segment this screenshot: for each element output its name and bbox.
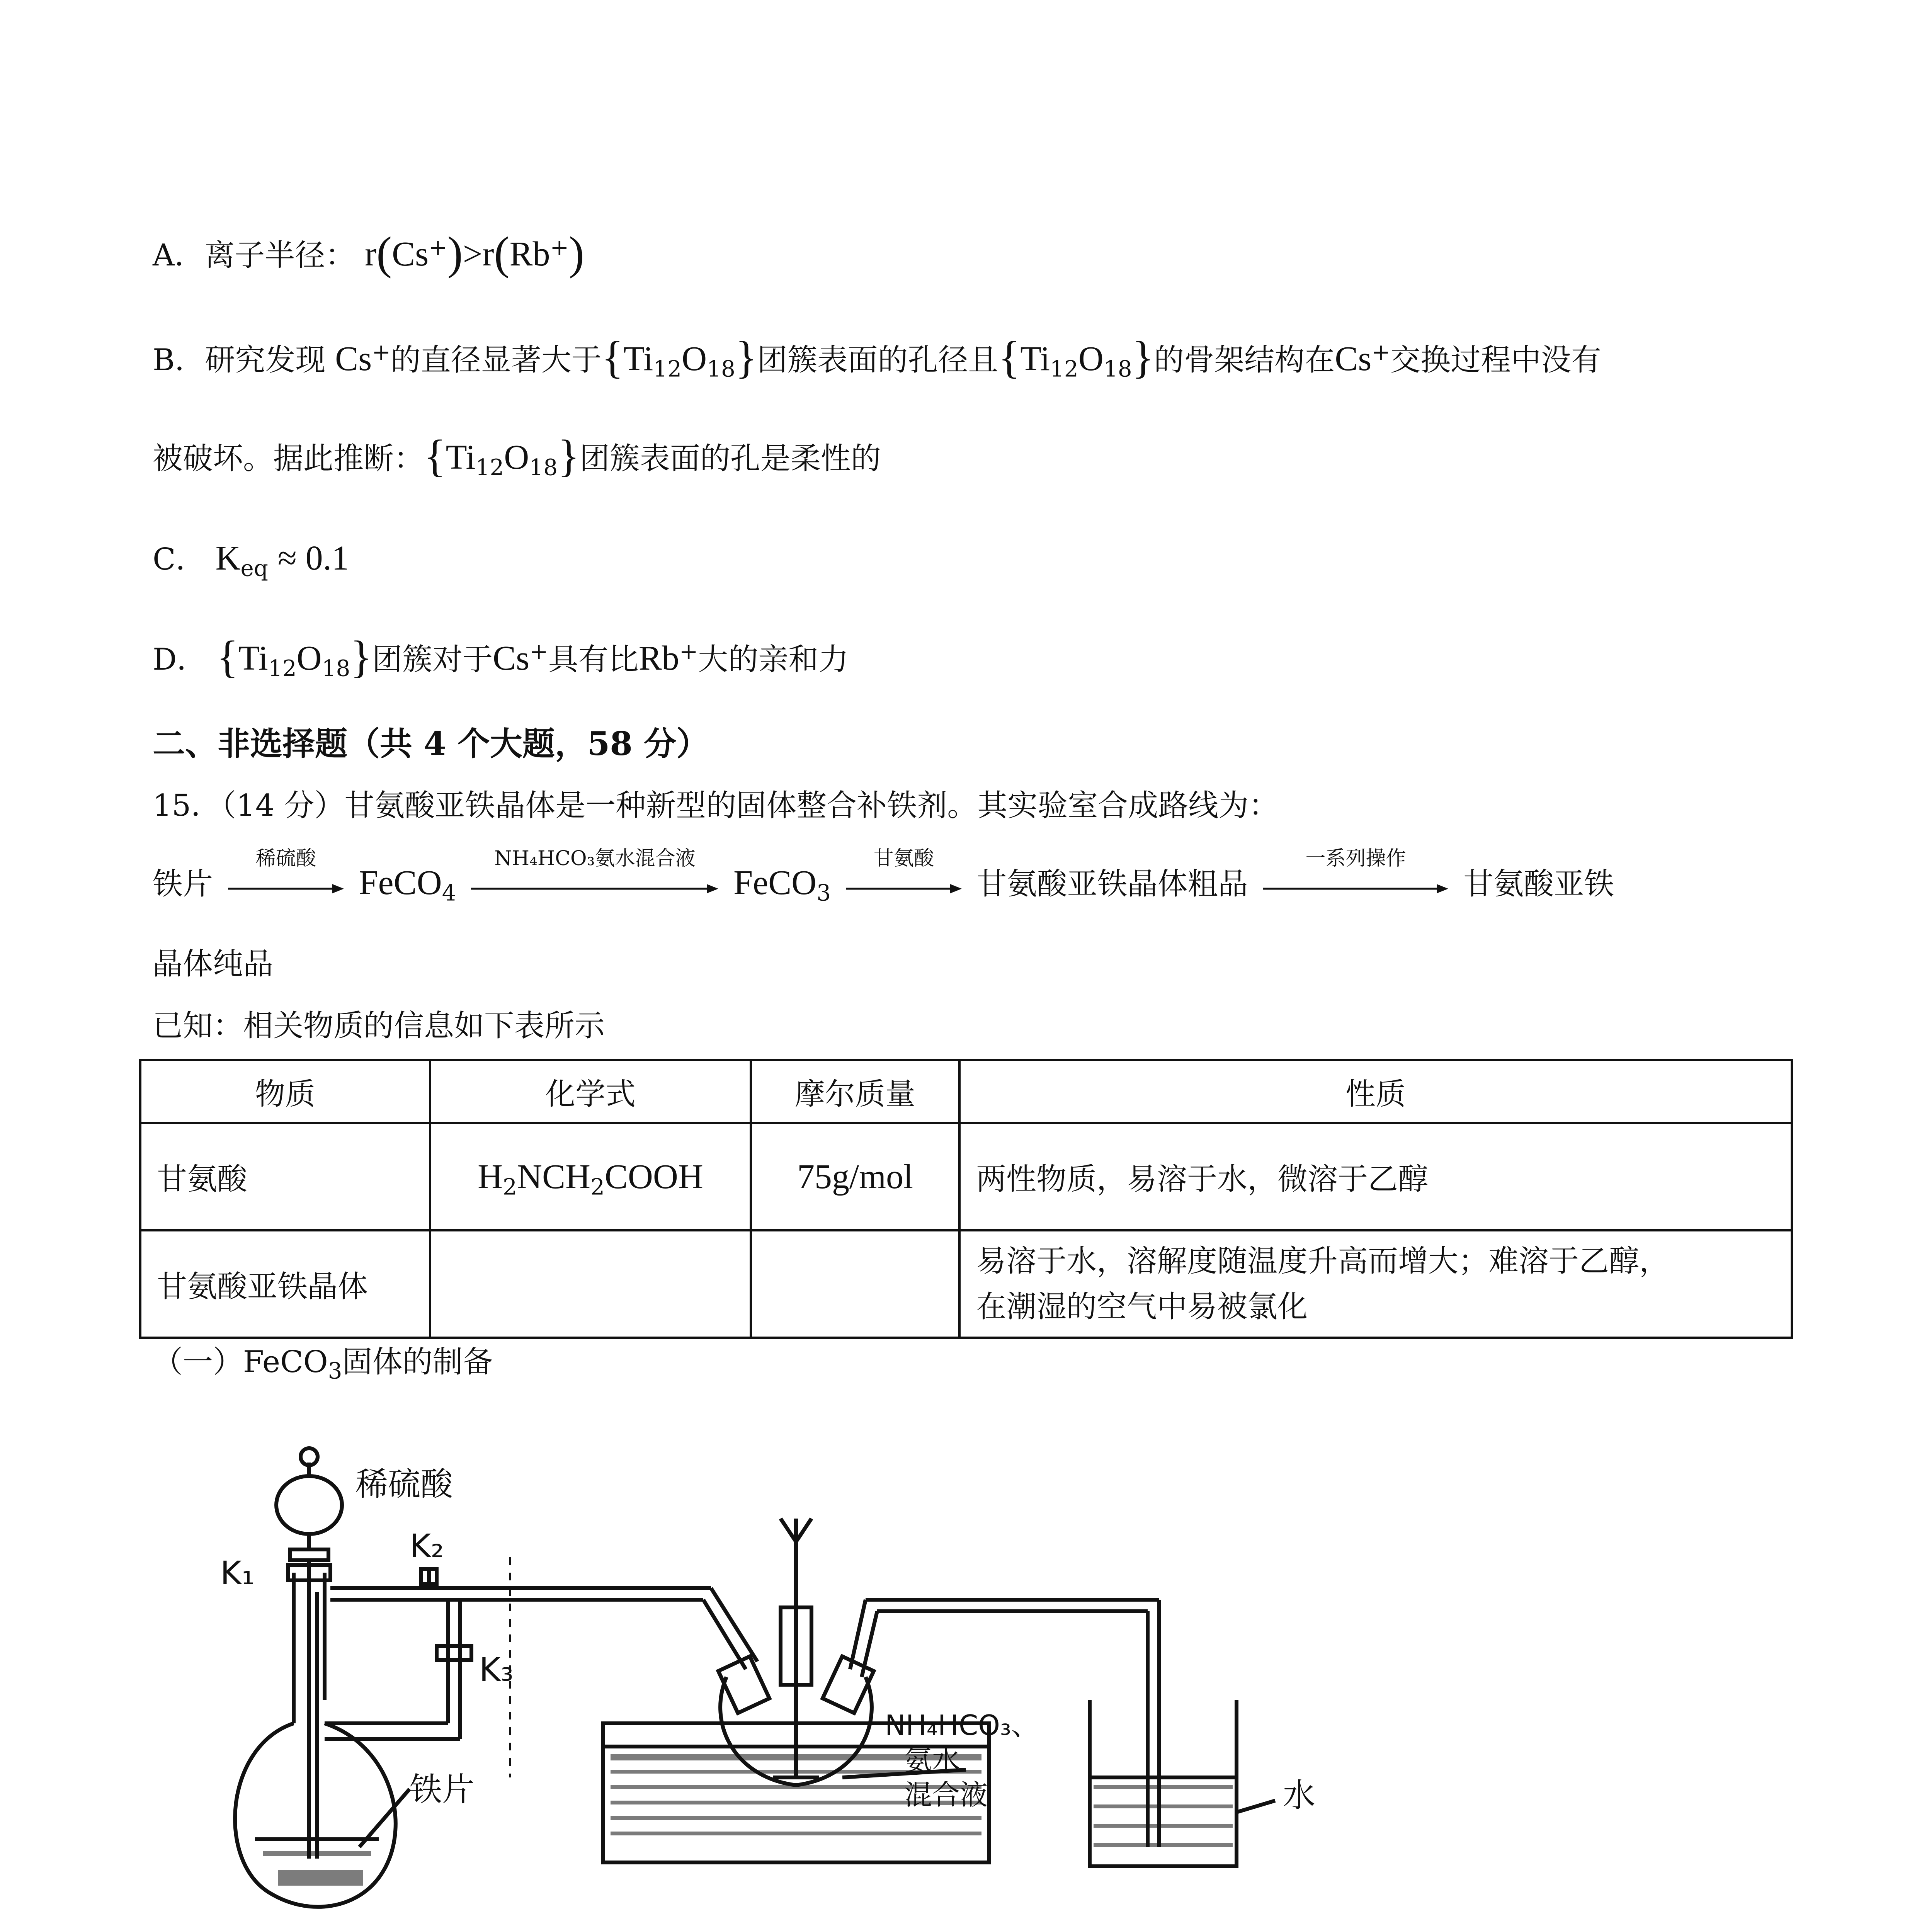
ti-3: Ti	[446, 438, 476, 476]
option-b-text-2: 团簇表面的孔径且	[757, 343, 998, 378]
label-k1: K₁	[220, 1554, 255, 1592]
o-3: O	[504, 438, 529, 476]
charge-plus-2: +	[679, 638, 698, 665]
option-b-text-3: 的骨架结构在	[1154, 343, 1335, 378]
option-c-prefix: C．	[153, 542, 206, 577]
option-d-text-1: 团簇对于	[372, 642, 493, 677]
arrow-2-label: NH₄HCO₃氨水混合液	[494, 847, 696, 870]
ion-rb: Rb	[509, 235, 550, 273]
valve-k3	[437, 1646, 471, 1660]
sub-18-4: 18	[321, 655, 350, 682]
ion-cs: Cs	[493, 639, 530, 677]
property-line-2: 在潮湿的空气中易被氯化	[976, 1289, 1308, 1324]
table-row	[140, 1230, 1792, 1338]
option-b-line2: 被破坏。据此推断：$\{Ti_{12}O_{18}\}$团簇表面的孔是柔性的	[153, 430, 881, 481]
arrow-3-label: 甘氨酸	[873, 847, 934, 870]
known-text: 已知：相关物质的信息如下表所示	[153, 1009, 605, 1043]
table-cell-property: 两性物质，易溶于水，微溶于乙醇	[959, 1123, 1792, 1230]
sub-12-2: 12	[1050, 355, 1078, 382]
option-d-text-2: 具有比	[548, 642, 639, 677]
option-b-text-1: 的直径显著大于	[390, 343, 602, 378]
route-feco4-sub: 4	[442, 879, 456, 906]
route-crude: 甘氨酸亚铁晶体粗品	[976, 867, 1248, 901]
ion-cs: Cs	[392, 235, 429, 273]
option-d-prefix: D．	[153, 642, 207, 677]
table-header-row	[140, 1060, 1792, 1123]
label-mix-2: 氨水	[904, 1744, 960, 1776]
radius-r-1: r	[365, 235, 377, 273]
route-iron: 铁片	[153, 867, 213, 901]
o-2: O	[1078, 340, 1104, 378]
k-value: ≈ 0.1	[277, 539, 349, 577]
table-cell-formula	[430, 1230, 751, 1338]
table-cell-name: 甘氨酸	[140, 1123, 430, 1230]
charge-plus: +	[372, 339, 391, 365]
option-a: A．离子半径： r(Cs+)>r(Rb+)	[153, 227, 585, 279]
ti-4: Ti	[238, 639, 268, 677]
part1-title-tail: 固体的制备	[342, 1345, 493, 1379]
label-k3: K₃	[479, 1651, 514, 1689]
table-header: 性质	[959, 1060, 1792, 1123]
route-feco3: FeCO	[733, 864, 817, 902]
option-b-prefix: B．研究发现	[153, 343, 326, 378]
greater-than-r: >r	[463, 235, 494, 273]
charge-plus-2: +	[550, 234, 569, 260]
charge-plus: +	[429, 234, 447, 260]
route-feco3-sub: 3	[816, 879, 831, 906]
ti: Ti	[623, 340, 653, 378]
stopcock-k1	[290, 1549, 328, 1560]
label-k2: K₂	[410, 1527, 444, 1565]
label-mix-1: NH₄HCO₃、	[885, 1709, 1039, 1742]
label-water: 水	[1283, 1776, 1316, 1814]
sub-12: 12	[653, 355, 682, 382]
table-row	[140, 1123, 1792, 1230]
route-arrow-1	[228, 847, 344, 908]
option-a-prefix: A．离子半径：	[153, 238, 356, 273]
table-cell-formula: $H_2NCH_2COOH$	[430, 1123, 751, 1230]
synthesis-route	[153, 847, 1614, 908]
sub-12-3: 12	[475, 454, 504, 481]
section-heading: 二、非选择题（共 4 个大题，58 分）	[153, 724, 709, 763]
sub-18-2: 18	[1103, 355, 1132, 382]
sub-18: 18	[707, 355, 735, 382]
route-arrow-2	[471, 847, 718, 908]
sub-18-3: 18	[529, 454, 558, 481]
table-cell-mass: 75g/mol	[751, 1123, 959, 1230]
route-arrow-4	[1263, 847, 1448, 908]
sub-eq: eq	[240, 555, 268, 582]
o: O	[682, 340, 707, 378]
option-b-line2-b: 团簇表面的孔是柔性的	[579, 441, 881, 476]
label-iron: 铁片	[410, 1770, 475, 1808]
ion-cs: Cs	[335, 340, 372, 378]
table-cell-property	[959, 1230, 1792, 1338]
k: K	[215, 539, 241, 577]
property-line-1: 易溶于水，溶解度随温度升高而增大；难溶于乙醇，	[976, 1244, 1670, 1279]
route-arrow-3	[846, 847, 962, 908]
q15-intro: 15．（14 分）甘氨酸亚铁晶体是一种新型的固体整合补铁剂。其实验室合成路线为：	[153, 788, 1279, 823]
o-4: O	[296, 639, 322, 677]
ti-2: Ti	[1020, 340, 1050, 378]
option-c	[153, 537, 349, 581]
arrow-1-label: 稀硫酸	[255, 847, 316, 870]
charge-plus: +	[529, 638, 548, 665]
route-feco4: FeCO	[359, 864, 442, 902]
part1-title-sub: 3	[328, 1357, 342, 1384]
option-d: D． $\{Ti_{12}O_{18}\}$团簇对于Cs+具有比Rb+大的亲和力	[153, 631, 849, 682]
option-d-text-3: 大的亲和力	[698, 642, 849, 677]
label-acid: 稀硫酸	[356, 1465, 453, 1503]
sub-12-4: 12	[268, 655, 297, 682]
option-b-text-4: 交换过程中没有	[1390, 343, 1601, 378]
option-b-line2-a: 被破坏。据此推断：	[153, 441, 424, 476]
route-pure-1: 甘氨酸亚铁	[1463, 867, 1614, 901]
route-pure-2: 晶体纯品	[153, 947, 274, 981]
charge-plus-2: +	[1371, 339, 1390, 365]
table-cell-name: 甘氨酸亚铁晶体	[140, 1230, 430, 1338]
part1-title	[153, 1341, 493, 1383]
table-header: 化学式	[430, 1060, 751, 1123]
ion-rb: Rb	[638, 639, 679, 677]
option-b-line1: B．研究发现 Cs+的直径显著大于$\{Ti_{12}O_{18}\}$团簇表面的孔径且$\{Ti_{12}O_{18}\}$的骨架结构在Cs+交换过程中没有	[153, 332, 1601, 383]
table-cell-mass	[751, 1230, 959, 1338]
separatory-funnel	[276, 1476, 342, 1534]
apparatus-diagram	[193, 1430, 1352, 1932]
arrow-4-label: 一系列操作	[1305, 847, 1406, 870]
substance-table	[139, 1059, 1793, 1339]
table-header: 摩尔质量	[751, 1060, 959, 1123]
part1-title-text: （一）FeCO	[153, 1345, 328, 1379]
beaker	[1090, 1700, 1237, 1866]
ion-cs-2: Cs	[1335, 340, 1372, 378]
label-mix-3: 混合液	[904, 1779, 988, 1811]
table-header: 物质	[140, 1060, 430, 1123]
